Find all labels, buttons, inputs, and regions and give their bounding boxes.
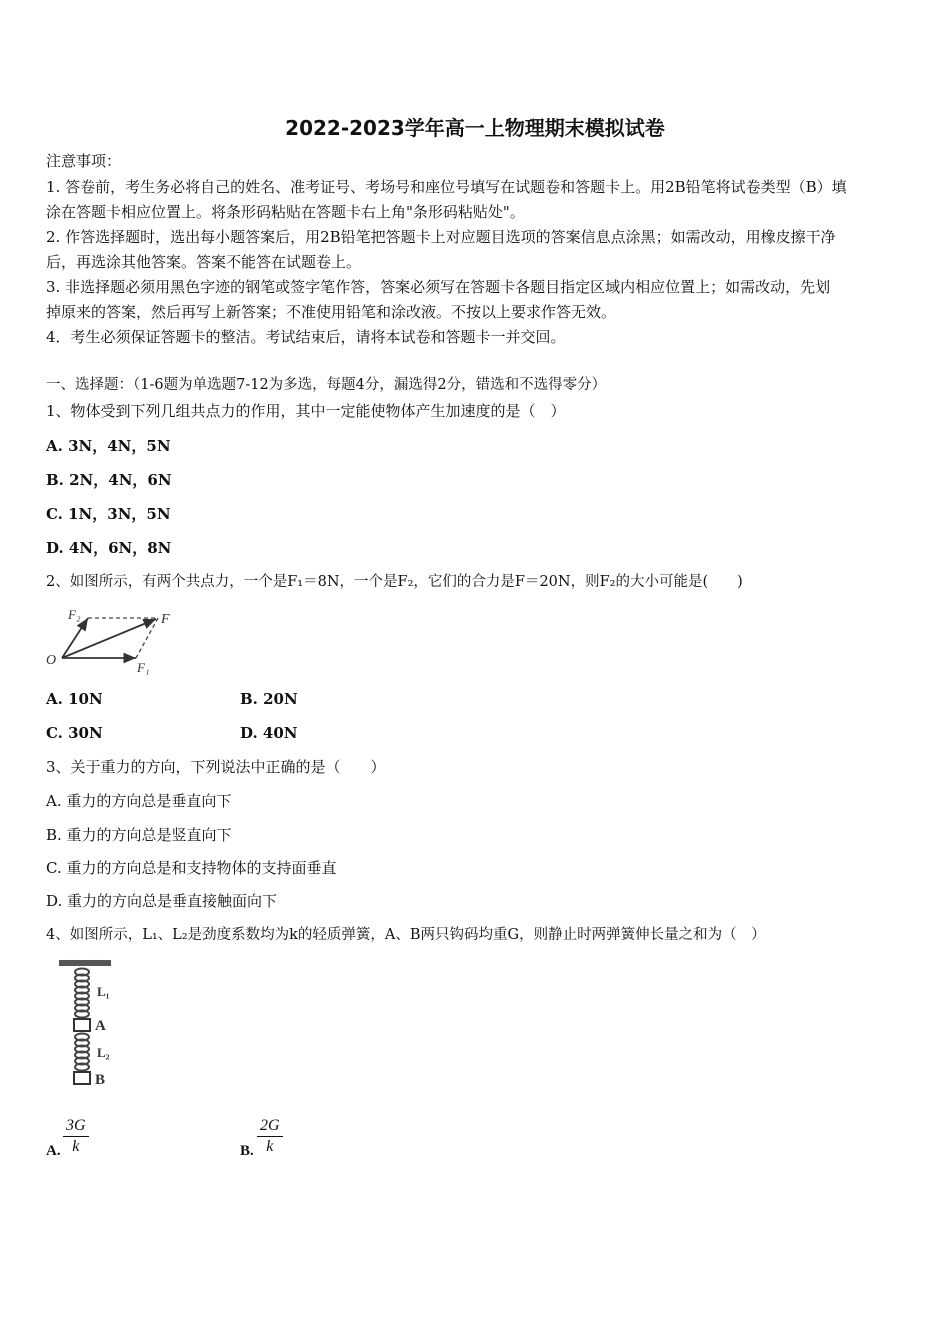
q1-option-b: B. 2N，4N，6N [46, 471, 172, 489]
page-title: 2022-2023学年高一上物理期末模拟试卷 [285, 116, 665, 140]
q1-option-d: D. 4N，6N，8N [46, 539, 172, 557]
l2-label: L₂ [97, 1045, 110, 1060]
notice-line: 4．考生必须保证答题卡的整洁。考试结束后，请将本试卷和答题卡一并交回。 [46, 328, 566, 346]
q2-option-a: A. 10N [46, 690, 103, 708]
fraction-bar [63, 1136, 89, 1137]
q4-option-b-fraction [257, 1117, 283, 1156]
q4-option-a-letter: A. [46, 1143, 61, 1159]
notice-line: 2. 作答选择题时，选出每小题答案后，用2B铅笔把答题卡上对应题目选项的答案信息点涂黑；如需改动，用橡皮擦干净 [46, 228, 836, 246]
notice-line: 3. 非选择题必须用黑色字迹的钢笔或签字笔作答，答案必须写在答题卡各题目指定区域内相应位置上；如需改动，先划 [46, 278, 831, 296]
question-2-stem: 2、如图所示，有两个共点力，一个是F₁＝8N，一个是F₂，它们的合力是F＝20N，则F₂的大小可能是( ) [46, 574, 743, 590]
q3-option-d: D. 重力的方向总是垂直接触面向下 [46, 892, 278, 910]
spring-l1 [75, 969, 89, 1018]
question-3-stem: 3、关于重力的方向，下列说法中正确的是（ ） [46, 758, 386, 776]
spring-system-figure [55, 958, 135, 1093]
notice-line: 1. 答卷前，考生务必将自己的姓名、准考证号、考场号和座位号填写在试题卷和答题卡上。用2B铅笔将试卷类型（B）填 [46, 178, 847, 196]
q3-option-a: A. 重力的方向总是垂直向下 [46, 792, 232, 810]
b-label: B [95, 1072, 106, 1088]
denominator: k [266, 1138, 274, 1155]
l1-label: L₁ [97, 984, 110, 999]
numerator: 3G [66, 1117, 86, 1134]
question-4-stem: 4、如图所示，L₁、L₂是劲度系数均为k的轻质弹簧，A、B两只钩码均重G，则静止时两弹簧伸长量之和为（ ） [46, 927, 766, 943]
q2-option-c: C. 30N [46, 724, 103, 742]
denominator: k [72, 1138, 80, 1155]
q1-option-c: C. 1N，3N，5N [46, 505, 171, 523]
notice-heading: 注意事项： [46, 152, 122, 170]
q2-option-d: D. 40N [240, 724, 298, 742]
f1-label: F₁ [137, 660, 150, 675]
spring-l2 [75, 1034, 89, 1071]
origin-label: O [46, 653, 57, 668]
notice-line: 掉原来的答案，然后再写上新答案；不准使用铅笔和涂改液。不按以上要求作答无效。 [46, 303, 617, 321]
q4-option-a-fraction [63, 1117, 89, 1156]
notice-line: 后，再选涂其他答案。答案不能答在试题卷上。 [46, 253, 362, 271]
weight-b [74, 1072, 90, 1084]
a-label: A [95, 1018, 106, 1034]
q1-option-a: A. 3N，4N，5N [46, 437, 171, 455]
notice-line: 涂在答题卡相应位置上。将条形码粘贴在答题卡右上角"条形码粘贴处"。 [46, 203, 525, 221]
force-parallelogram-figure [40, 600, 190, 675]
fraction-bar [257, 1136, 283, 1137]
weight-a [74, 1019, 90, 1031]
q2-option-b: B. 20N [240, 690, 298, 708]
f2-label: F₂ [68, 607, 81, 622]
q4-option-b-letter: B. [240, 1143, 254, 1159]
q3-option-c: C. 重力的方向总是和支持物体的支持面垂直 [46, 859, 337, 877]
f-label: F [161, 612, 170, 627]
question-1-stem: 1、物体受到下列几组共点力的作用，其中一定能使物体产生加速度的是（ ） [46, 402, 566, 420]
q3-option-b: B. 重力的方向总是竖直向下 [46, 826, 232, 844]
numerator: 2G [260, 1117, 280, 1134]
f-arrow [62, 619, 156, 658]
f1-dashed-line [136, 618, 158, 658]
section-heading: 一、选择题：（1-6题为单选题7-12为多选，每题4分，漏选得2分，错选和不选得零分） [46, 377, 607, 393]
